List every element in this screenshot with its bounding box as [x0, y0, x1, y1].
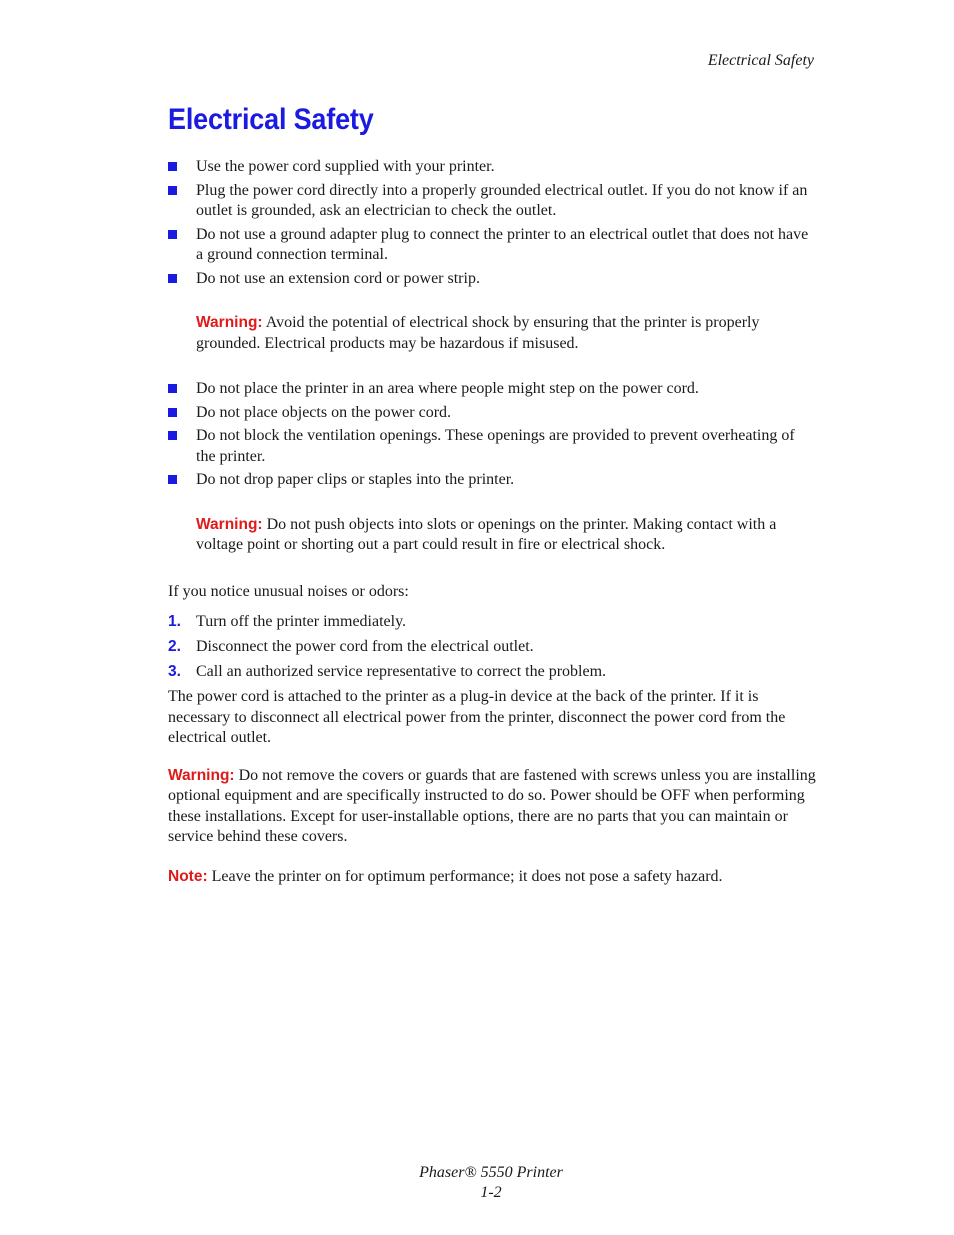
square-bullet-icon	[168, 431, 177, 440]
bullet-list-power-cord	[168, 157, 816, 289]
warning-covers	[168, 766, 816, 848]
list-item-text: Do not block the ventilation openings. These openings are provided to prevent overheating of the printer.	[196, 427, 795, 465]
page-footer	[0, 1163, 954, 1203]
list-item-text: Plug the power cord directly into a properly grounded electrical outlet. If you do not know if an outlet is grounded, ask an electrician to check the outlet.	[196, 181, 808, 219]
warning-text: Do not push objects into slots or openings on the printer. Making contact with a voltage point or shorting out a part could result in fire or electrical shock.	[196, 515, 777, 553]
step-text: Turn off the printer immediately.	[196, 613, 407, 630]
list-item	[168, 225, 816, 266]
square-bullet-icon	[168, 408, 177, 417]
bullet-list-placement	[168, 379, 816, 491]
list-item-text: Do not place the printer in an area where people might step on the power cord.	[196, 380, 699, 397]
note-label: Note:	[168, 867, 208, 885]
page-title: Electrical Safety	[168, 103, 374, 136]
list-item	[168, 403, 816, 424]
list-item	[168, 379, 816, 400]
step-number: 3.	[168, 663, 181, 680]
footer-product: Phaser® 5550 Printer	[419, 1164, 563, 1181]
power-cord-paragraph: The power cord is attached to the printer as a plug-in device at the back of the printer. If it is necessary to disconnect all electrical power from the printer, disconnect the power cord from the electrical outlet.	[168, 688, 786, 746]
step-item	[168, 637, 816, 658]
warning-label: Warning:	[196, 314, 263, 331]
step-text: Disconnect the power cord from the electrical outlet.	[196, 638, 534, 655]
warning-label: Warning:	[168, 766, 235, 784]
step-text: Call an authorized service representative to correct the problem.	[196, 663, 607, 680]
warning-text: Avoid the potential of electrical shock by ensuring that the printer is properly grounded. Electrical products may be hazardous if misused.	[196, 314, 760, 352]
running-head: Electrical Safety	[707, 52, 814, 69]
list-item	[168, 157, 816, 178]
note-performance	[168, 867, 816, 888]
list-item-text: Do not place objects on the power cord.	[196, 403, 452, 421]
list-item-text: Do not use a ground adapter plug to connect the printer to an electrical outlet that does not have a ground connection terminal.	[196, 225, 809, 263]
square-bullet-icon	[168, 384, 177, 393]
square-bullet-icon	[168, 162, 177, 171]
square-bullet-icon	[168, 475, 177, 484]
list-item	[168, 181, 816, 222]
list-item	[168, 426, 816, 467]
warning-label: Warning:	[196, 515, 263, 533]
note-text: Leave the printer on for optimum performance; it does not pose a safety hazard.	[211, 867, 723, 885]
warning-text: Do not remove the covers or guards that are fastened with screws unless you are installing optional equipment and are specifically instructed to do so. Power should be OFF when performing these installations. Except for user-installable options, there are no parts that you can maintain or service behind these covers.	[168, 766, 816, 845]
step-number: 2.	[168, 638, 181, 655]
square-bullet-icon	[168, 186, 177, 195]
warning-objects	[168, 515, 816, 556]
page-content	[168, 157, 816, 887]
list-item-text: Do not use an extension cord or power strip.	[196, 269, 480, 287]
numbered-steps	[168, 612, 816, 683]
intro-text: If you notice unusual noises or odors:	[168, 582, 409, 600]
step-number: 1.	[168, 613, 181, 630]
list-item	[168, 269, 816, 290]
step-item	[168, 612, 816, 633]
step-item	[168, 662, 816, 683]
warning-grounding	[168, 313, 816, 354]
footer-page-number: 1-2	[480, 1184, 502, 1201]
square-bullet-icon	[168, 230, 177, 239]
list-item	[168, 470, 816, 491]
list-item-text: Use the power cord supplied with your printer.	[196, 158, 495, 175]
list-item-text: Do not drop paper clips or staples into the printer.	[196, 471, 515, 488]
square-bullet-icon	[168, 274, 177, 283]
